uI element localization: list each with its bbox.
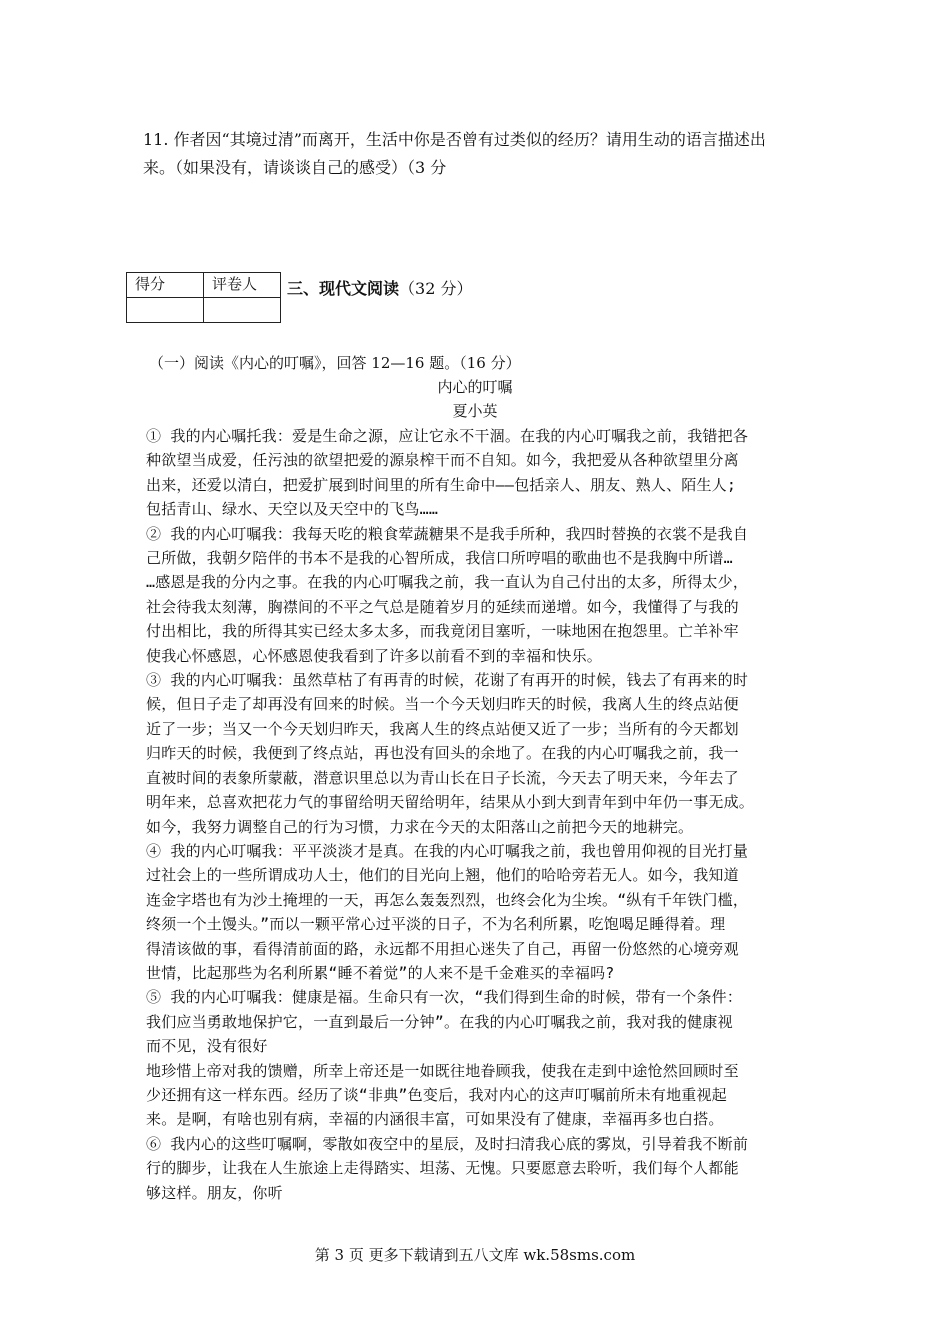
article-line: 直被时间的表象所蒙蔽，潜意识里总以为青山长在日子长流，今天去了明天来，今年去了 bbox=[146, 768, 739, 787]
question-11 bbox=[143, 126, 823, 182]
article-line: 包括青山、绿水、天空以及天空中的飞鸟…… bbox=[146, 500, 439, 519]
score-table bbox=[126, 272, 281, 323]
article-line: 如今，我努力调整自己的行为习惯，力求在今天的太阳落山之前把今天的地耕完。 bbox=[146, 817, 694, 836]
article-line: ② 我的内心叮嘱我：我每天吃的粮食荤蔬糖果不是我手所种，我四时替换的衣裳不是我自 bbox=[146, 524, 749, 543]
article-line: 归昨天的时候，我便到了终点站，再也没有回头的余地了。在我的内心叮嘱我之前，我一 bbox=[146, 744, 739, 763]
article-line: ⑥ 我内心的这些叮嘱啊，零散如夜空中的星辰，及时扫清我心底的雾岚，引导着我不断前 bbox=[146, 1134, 749, 1153]
article-line: 候，但日子走了却再没有回来的时候。当一个今天划归昨天的时候，我离人生的终点站便 bbox=[146, 695, 739, 714]
article-line: 世情，比起那些为名利所累“睡不着觉”的人来不是千金难买的幸福吗? bbox=[146, 963, 615, 982]
grader-cell bbox=[204, 298, 281, 323]
article-line: 得清该做的事，看得清前面的路，永远都不用担心迷失了自己，再留一份悠然的心境旁观 bbox=[146, 939, 739, 958]
question-11-line-1: 11. 作者因“其境过清”而离开，生活中你是否曾有过类似的经历？请用生动的语言描述出 bbox=[143, 130, 766, 149]
article-line: 少还拥有这一样东西。经历了谈“非典”色变后，我对内心的这声叮嘱前所未有地重视起 bbox=[146, 1085, 727, 1104]
article-line: …感恩是我的分内之事。在我的内心叮嘱我之前，我一直认为自己付出的太多，所得太少， bbox=[146, 573, 749, 592]
article-line: 来。是啊，有啥也别有病，幸福的内涵很丰富，可如果没有了健康，幸福再多也白搭。 bbox=[146, 1110, 724, 1129]
page-footer: 第 3 页 更多下载请到五八文库 wk.58sms.com bbox=[314, 1246, 636, 1264]
article-line: 近了一步；当又一个今天划归昨天，我离人生的终点站便又近了一步；当所有的今天都划 bbox=[146, 719, 739, 738]
article-line: 够这样。朋友，你听 bbox=[146, 1183, 283, 1202]
article-line: 过社会上的一些所谓成功人士，他们的目光向上翘，他们的哈哈旁若无人。如今，我知道 bbox=[146, 866, 739, 885]
article-line: 己所做，我朝夕陪伴的书本不是我的心智所成，我信口所哼唱的歌曲也不是我胸中所谱… bbox=[146, 549, 733, 568]
article-line: 终须一个土馒头。”而以一颗平常心过平淡的日子，不为名利所累，吃饱喝足睡得着。理 bbox=[146, 915, 726, 934]
score-header: 得分 bbox=[127, 273, 204, 298]
article-author: 夏小英 bbox=[452, 402, 498, 420]
article-line: 地珍惜上帝对我的馈赠，所幸上帝还是一如既往地眷顾我，使我在走到中途怆然回顾时至 bbox=[146, 1061, 739, 1080]
article-line: 出来，还爱以清白，把爱扩展到时间里的所有生命中——包括亲人、朋友、熟人、陌生人; bbox=[146, 475, 737, 494]
question-11-line-2: 来。（如果没有，请谈谈自己的感受）（3 分 bbox=[143, 158, 447, 177]
article-line: 我们应当勇敢地保护它，一直到最后一分钟”。在我的内心叮嘱我之前，我对我的健康视 bbox=[146, 1012, 733, 1031]
article-line: ① 我的内心嘱托我：爱是生命之源，应让它永不干涸。在我的内心叮嘱我之前，我错把各 bbox=[146, 427, 749, 445]
section-heading: 三、现代文阅读 bbox=[287, 279, 400, 298]
article-line: 付出相比，我的所得其实已经太多太多，而我竟闭目塞听，一味地困在抱怨里。亡羊补牢 bbox=[146, 622, 739, 641]
article-line: ④ 我的内心叮嘱我：平平淡淡才是真。在我的内心叮嘱我之前，我也曾用仰视的目光打量 bbox=[146, 841, 749, 860]
article-line: 明年来，总喜欢把花力气的事留给明天留给明年，结果从小到大到青年到中年仍一事无成。 bbox=[146, 793, 755, 812]
article-body bbox=[146, 424, 812, 1205]
article-line: 社会待我太刻薄，胸襟间的不平之气总是随着岁月的延续而递增。如今，我懂得了与我的 bbox=[146, 597, 739, 616]
article-title: 内心的叮嘱 bbox=[437, 378, 513, 396]
grader-header: 评卷人 bbox=[204, 273, 281, 298]
section-title bbox=[287, 276, 472, 299]
article-line: 连金字塔也有为沙土掩埋的一天，再怎么轰轰烈烈，也终会化为尘埃。“纵有千年铁门槛， bbox=[146, 890, 749, 909]
article-line: ⑤ 我的内心叮嘱我：健康是福。生命只有一次，“我们得到生命的时候，带有一个条件： bbox=[146, 988, 743, 1007]
score-cell bbox=[127, 298, 204, 323]
article-line: ③ 我的内心叮嘱我：虽然草枯了有再青的时候，花谢了有再开的时候，钱去了有再来的时 bbox=[146, 671, 749, 690]
reading-intro: （一）阅读《内心的叮嘱》，回答 12—16 题。（16 分） bbox=[149, 354, 521, 372]
article-line: 行的脚步，让我在人生旅途上走得踏实、坦荡、无愧。只要愿意去聆听，我们每个人都能 bbox=[146, 1159, 739, 1178]
section-points: （32 分） bbox=[399, 279, 473, 298]
article-line: 使我心怀感恩，心怀感恩使我看到了许多以前看不到的幸福和快乐。 bbox=[146, 646, 603, 665]
article-line: 而不见，没有很好 bbox=[146, 1037, 268, 1056]
article-line: 种欲望当成爱，任污浊的欲望把爱的源泉榨干而不自知。如今，我把爱从各种欲望里分离 bbox=[146, 451, 739, 470]
